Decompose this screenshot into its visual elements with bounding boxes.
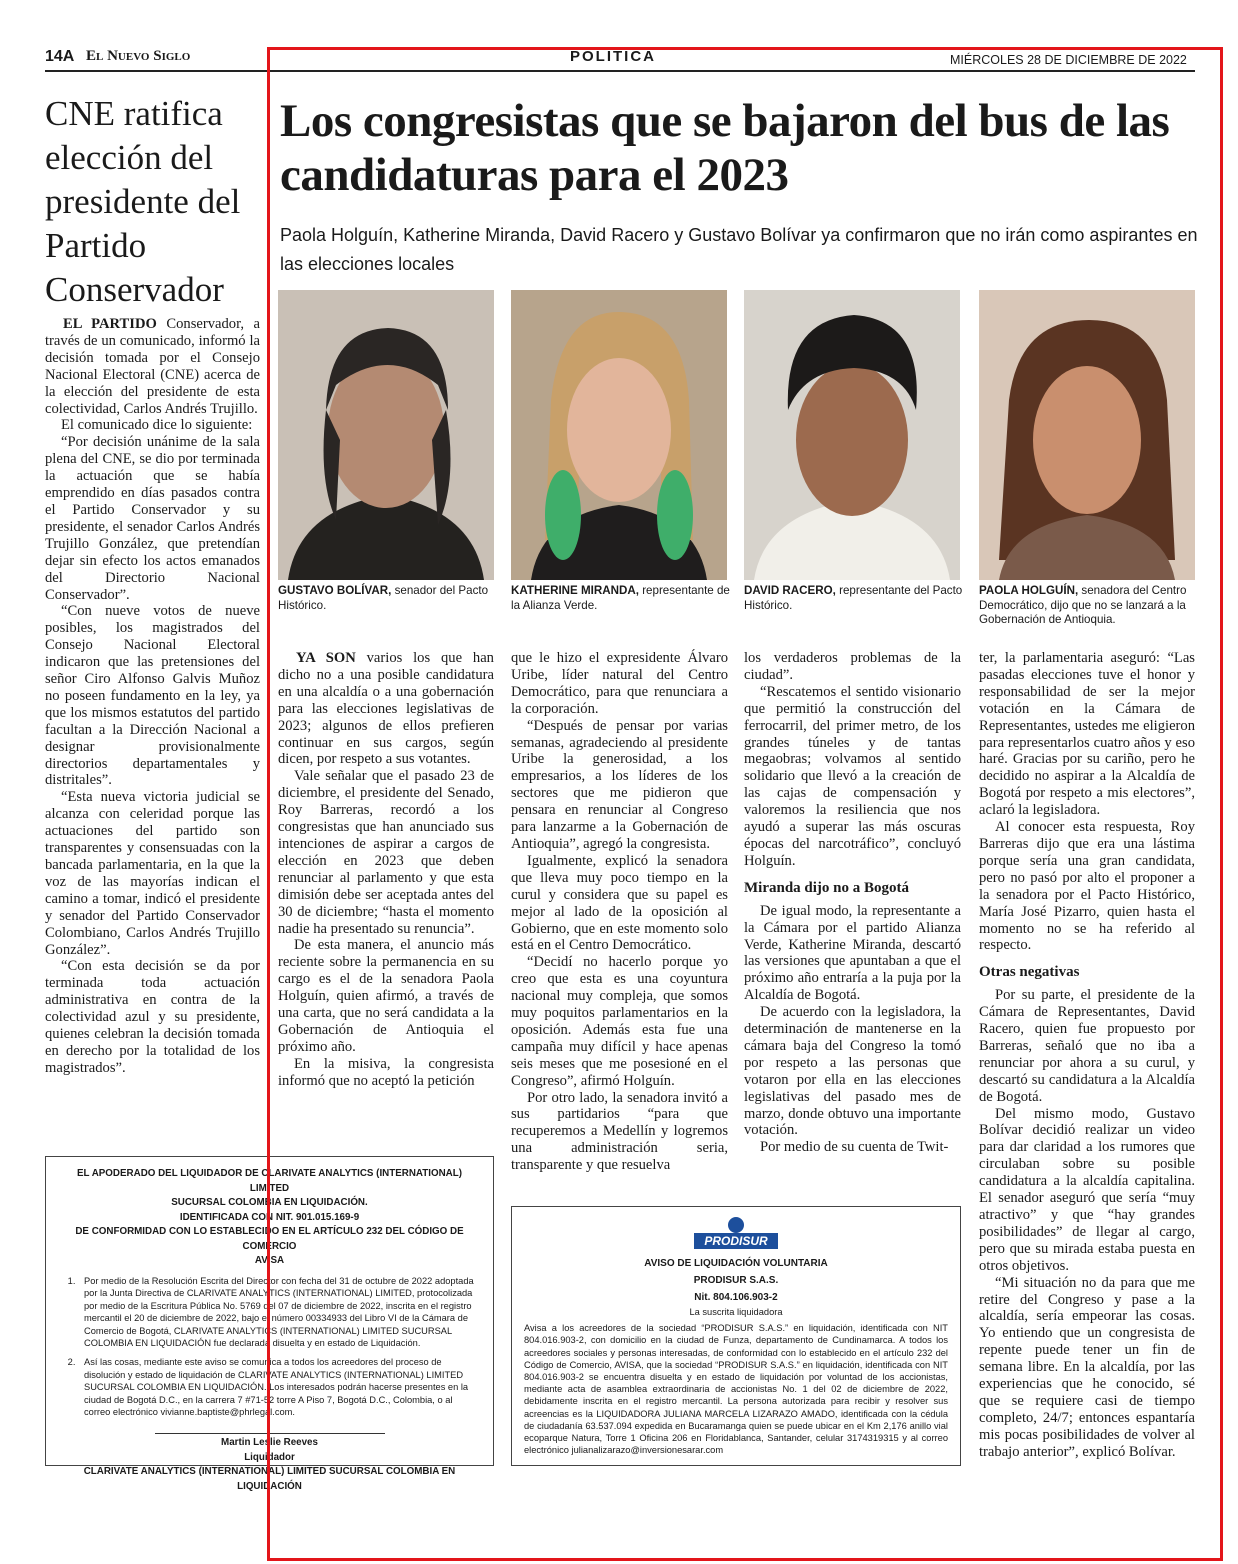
article-paragraph: “Después de pensar por varias semanas, agradeciendo al presidente Uribe la generosidad, a los empresarios, a los líderes de los sectores que me pidieron que pensara en renunciar al Congreso para lanzarme a la Gobernación de Antioquia”, agregó la congresista. xyxy=(511,717,728,852)
notice-title: AVISO DE LIQUIDACIÓN VOLUNTARIA xyxy=(644,1258,828,1269)
article-dek: Paola Holguín, Katherine Miranda, David Racero y Gustavo Bolívar ya confirmaron que no irán como aspirantes en las elecciones locales xyxy=(280,225,1198,274)
notice-footer: CLARIVATE ANALYTICS (INTERNATIONAL) LIMITED SUCURSAL COLOMBIA EN LIQUIDACIÓN xyxy=(83,1466,456,1492)
prodisur-logo-text: PRODISUR xyxy=(704,1234,768,1248)
article-paragraph: Por medio de su cuenta de Twit- xyxy=(760,1139,949,1156)
sidebar-paragraph: “Con nueve votos de nueve posibles, los magistrados del Consejo Nacional Electoral indicaron que las pretensiones del señor Ciro Alfonso Galvis Muñoz no poseen fundamento en la ley, ya que los mismos estatutos del partido facultan a la Dirección Nacional a designar provisionalmente directorios departamentales y distritales”. xyxy=(45,603,260,789)
sidebar-paragraph: Conservador, a través de un comunicado, informó la decisión tomada por el Consejo Nacional Electoral (CNE) acerca de la elección del presidente de esta colectividad, Carlos Andrés Trujillo. xyxy=(45,316,261,417)
article-paragraph: “Decidí no hacerlo porque yo creo que esta es una coyuntura nacional muy compleja, que somos muy poquitos parlamentarios en la oposición. Además esta fue una campaña muy difícil y hace apenas seis meses que me posesioné en el Congreso”, afirmó Holguín. xyxy=(511,954,728,1089)
sidebar-body xyxy=(45,316,260,1077)
article-paragraph: Por su parte, el presidente de la Cámara de Representantes, David Racero, quien fue propuesto por Barreras, señaló que no iba a renunciar por ahora a su curul, y descartó su candidatura a la Alcaldía de Bogotá. xyxy=(979,987,1195,1105)
notice-signer: Martin Leslie Reeves xyxy=(221,1437,318,1449)
article-lead-cap: YA SON xyxy=(296,650,356,666)
article-title: Los congresistas que se bajaron del bus de las candidaturas para el 2023 xyxy=(280,95,1170,201)
article-paragraph: Al conocer esta respuesta, Roy Barreras dijo que era una lástima porque sería una gran candidata, pero no pasó por alto el proponer a la senadora por el Pacto Histórico, María José Pizarro, quien hasta el momento no se ha referido al respecto. xyxy=(979,819,1195,954)
article-paragraph: Por otro lado, la senadora invitó a sus partidarios “para que recuperemos a Medellín y logremos una administración seria, transparente y que resuelva xyxy=(511,1089,728,1174)
article-paragraph: De esta manera, el anuncio más reciente sobre la permanencia en su cargo es el de la senadora Paola Holguín, quien afirmó, a través de una carta, que no será candidata a la Gobernación de Antioquia el próximo año. xyxy=(278,937,494,1055)
article-paragraph: “Mi situación no da para que me retire del Congreso y pase a la alcaldía, sería empeorar las cosas. Yo entiendo que un congresista de repente puede tener un fin de semana libre. En la alcaldía, por las experiencias que he conocido, sé que se requiere casi de tiempo completo, 24/7; entonces espantaría mis pocas posibilidades de volver al trabajo anterior”, explicó Bolívar. xyxy=(979,1274,1195,1460)
sidebar-paragraph: El comunicado dice lo siguiente: xyxy=(61,417,253,434)
article-subhead: Otras negativas xyxy=(979,964,1080,981)
article-paragraph: ter, la parlamentaria aseguró: “Las pasadas elecciones tuve el honor y responsabilidad de ser la mejor votación en la Cámara de Representantes, ustedes me eligieron para representarlos cuatro años y eso haré. Gracias por su cariño, pero he decidido no aspirar a la Alcaldía de Bogotá por respeto a mis electores”, aclaró la legisladora. xyxy=(979,650,1195,819)
notice-title-line: DE CONFORMIDAD CON LO ESTABLECIDO EN EL ARTÍCULO 232 DEL CÓDIGO DE COMERCIO xyxy=(75,1226,464,1252)
sidebar-paragraph: “Esta nueva victoria judicial se alcanza con celeridad porque las actuaciones del partido son transparentes y consensuadas con la bancada parlamentaria, en la que la voz de las mayorías indican el camino a tomar, indicó el presidente y senador del Partido Conservador Colombiano, Carlos Andrés Trujillo González”. xyxy=(45,789,260,958)
sidebar-paragraph: “Por decisión unánime de la sala plena del CNE, se dio por terminada la actuación que se había emprendido en días pasados contra el Partido Conservador y su presidente, el senador Carlos Andrés Trujillo González, que pretendían dejar sin efecto los actos emanados del Directorio Nacional Conservador”. xyxy=(45,434,260,603)
notice-item: 1. Por medio de la Resolución Escrita del Director con fecha del 31 de octubre de 2022 adoptada por la Junta Directiva de CLARIVATE ANALYTICS (INTERNATIONAL) LIMITED, protocolizada por medio de la Escritura Pública No. 5769 del 07 de diciembre de 2022, inscrita en el registro mercantil el 20 de diciembre de 2022, bajo el número 00334933 del Libro VI de la Cámara de Comercio de Bogotá, CLARIVATE ANALYTICS (INTERNATIONAL) LIMITED SUCURSAL COLOMBIA EN LIQUIDACIÓN fue declarada disuelta y en estado de Liquidación. xyxy=(78,1275,479,1351)
notice-company: PRODISUR S.A.S. xyxy=(693,1275,779,1286)
sidebar-lead-cap: EL PARTIDO xyxy=(63,316,157,332)
notice-item: 2. Así las cosas, mediante este aviso se comunica a todos los acreedores del proceso de disolución y estado de liquidación de CLARIVATE ANALYTICS (INTERNATIONAL) LIMITED SUCURSAL COLOMBIA EN LIQUIDACIÓN. Los interesados podrán hacerse presentes en la ciudad de Bogotá D.C., en la carrera 7 #71-52 torre A Piso 7, Bogotá D.C., Colombia, o al correo electrónico vivianne.baptiste@phrlegal.com. xyxy=(78,1356,479,1419)
notice-title-line: SUCURSAL COLOMBIA EN LIQUIDACIÓN. xyxy=(171,1197,368,1208)
caption-name: PAOLA HOLGUÍN, xyxy=(979,584,1079,597)
notice-signer-role: Liquidador xyxy=(244,1451,295,1463)
article-paragraph: “Rescatemos el sentido visionario que permitió la construcción del ferrocarril, del primer metro, de los grandes túneles y de tantas megaobras; volvamos al sentido solidario que llevó a la creación de las cajas de compensación y valoremos la resiliencia que nos ayudó a superar las más oscuras épocas del narcotráfico”, concluyó Holguín. xyxy=(744,683,961,869)
article-subhead: Miranda dijo no a Bogotá xyxy=(744,879,910,896)
notice-title-line: EL APODERADO DEL LIQUIDADOR DE CLARIVATE ANALYTICS (INTERNATIONAL) LIMITED xyxy=(77,1168,462,1194)
notice-body: Avisa a los acreedores de la sociedad “PRODISUR S.A.S.” en liquidación, identificada con NIT 804.016.903-2, con domicilio en la ciudad de Funza, departamento de Cundinamarca. A todos los acreedores sociales y personas interesadas, de conformidad con lo establecido en el artículo 232 del Código de Comercio, AVISA, que la sociedad “PRODISUR S.A.S.” en liquidación, identificada con NIT 804.016.903-2 se encuentra disuelta y en estado de liquidación por voluntad de los accionistas, mediante acta de asamblea extraordinaria de accionistas No. 1 del 02 de diciembre de 2022, debidamente inscrita en el registro mercantil. La persona autorizada para recibir y resolver sus acreencias es la LIQUIDADORA JULIANA MARCELA LIZARAZO AMADO, identificada con la cédula de ciudadanía 63.537.094 expedida en Bucaramanga quien se puede ubicar en el Km 2,176 anillo vial ecoparque Natura, Torre 1 Oficina 206 en Floridablanca, Santander, celular 3174319315 y al correo electrónico julianalizarazo@inversionesarar.com xyxy=(524,1323,948,1456)
highlight-frame xyxy=(267,47,1223,1561)
sidebar-paragraph: “Con esta decisión se da por terminada toda actuación administrativa en contra de la colectividad azul y su presidente, quienes celebran la decisión tomada en derecho por la totalidad de los magistrados”. xyxy=(45,958,260,1076)
notice-nit: Nit. 804.106.903-2 xyxy=(694,1292,778,1303)
caption-text: senadora del Centro Democrático, dijo que no se lanzará a la Gobernación de Antioquia. xyxy=(979,584,1187,626)
issue-date: MIÉRCOLES 28 DE DICIEMBRE DE 2022 xyxy=(950,53,1187,67)
article-paragraph: De acuerdo con la legisladora, la determinación de mantenerse en la cámara baja del Congreso la tomó por respeto a las personas que votaron por ella en las elecciones legislativas del pasado mes de marzo, donde obtuvo una importante votación. xyxy=(744,1004,961,1139)
caption-name: KATHERINE MIRANDA, xyxy=(511,584,639,597)
caption-text: senador del Pacto Histórico. xyxy=(278,584,489,612)
newspaper-name: El Nuevo Siglo xyxy=(86,48,191,64)
article-paragraph: varios los que han dicho no a una posible candidatura en una alcaldía o a una gobernación para las elecciones legislativas de 2023; algunos de ellos prefieren continuar en sus cargos, según dicen, por respeto a sus votantes. xyxy=(278,650,494,768)
article-paragraph: Del mismo modo, Gustavo Bolívar decidió realizar un video para dar claridad a los rumores que circulaban sobre su posible candidatura a la alcaldía capitalina. El senador aseguró que sería “muy atractivo” y que “hay grandes posibilidades” de llegar al cargo, pero que su mirada estaba puesta en otros objetivos. xyxy=(979,1105,1195,1274)
caption-name: DAVID RACERO, xyxy=(744,584,836,597)
notice-subtitle: La suscrita liquidadora xyxy=(689,1307,783,1317)
article-paragraph: los verdaderos problemas de la ciudad”. xyxy=(744,650,961,683)
article-paragraph: Igualmente, explicó la senadora que lleva muy poco tiempo en la curul y considera que su papel es mejor al lado de la oposición al Gobierno, que en este momento solo está en el Centro Democrático. xyxy=(511,852,728,954)
section-name: POLITICA xyxy=(570,48,656,65)
caption-text: representante del Pacto Histórico. xyxy=(744,584,963,612)
notice-title-line: IDENTIFICADA CON NIT. 901.015.169-9 xyxy=(179,1211,360,1223)
sidebar-headline: CNE ratifica elección del presidente del Partido Conservador xyxy=(45,94,241,309)
caption-text: representante de la Alianza Verde. xyxy=(511,584,730,612)
article-paragraph: En la misiva, la congresista informó que no aceptó la petición xyxy=(278,1055,494,1089)
caption-name: GUSTAVO BOLÍVAR, xyxy=(278,584,392,597)
page-number: 14A xyxy=(45,48,75,65)
article-paragraph: Vale señalar que el pasado 23 de diciembre, el presidente del Senado, Roy Barreras, recordó a los congresistas que han anunciado sus intenciones de aspirar a cargos de elección en 2023 que deben renunciar al parlamento y que esta dimisión debe ser aceptada antes del 30 de diciembre; “hasta el momento nadie ha presentado su renuncia”. xyxy=(278,768,494,937)
article-paragraph: que le hizo el expresidente Álvaro Uribe, líder natural del Centro Democrático, para que renunciara a la corporación. xyxy=(511,650,728,717)
article-paragraph: De igual modo, la representante a la Cámara por el partido Alianza Verde, Katherine Miranda, descartó las versiones que apuntaban a que el próximo año entraría a la puja por la Alcaldía de Bogotá. xyxy=(744,902,961,1004)
notice-title-line: AVISA xyxy=(254,1255,285,1266)
